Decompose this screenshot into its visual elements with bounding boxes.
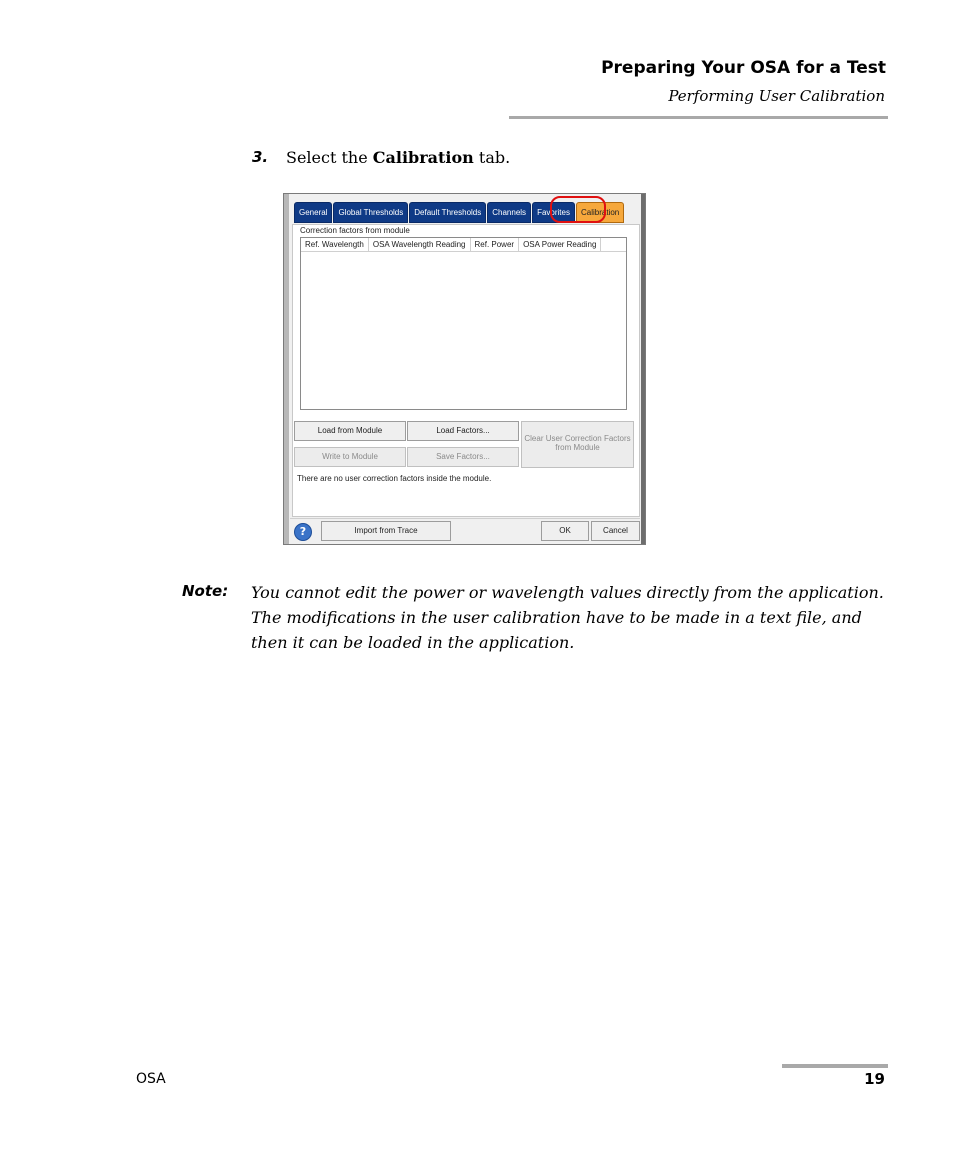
calibration-dialog-screenshot — [283, 193, 646, 545]
calibration-tab-highlight-circle — [550, 196, 606, 223]
column-ref-power[interactable]: Ref. Power — [471, 238, 520, 251]
info-message: There are no user correction factors inside the module. — [297, 474, 492, 483]
dialog-left-strip — [284, 194, 289, 544]
step-text-before: Select the — [286, 148, 373, 167]
write-to-module-button[interactable]: Write to Module — [294, 447, 406, 467]
column-ref-wavelength[interactable]: Ref. Wavelength — [301, 238, 369, 251]
header-rule — [509, 116, 888, 119]
dialog-right-strip — [641, 194, 645, 544]
cancel-button[interactable]: Cancel — [591, 521, 640, 541]
ok-button[interactable]: OK — [541, 521, 589, 541]
save-factors-button[interactable]: Save Factors... — [407, 447, 519, 467]
group-label: Correction factors from module — [300, 226, 410, 235]
load-factors-button[interactable]: Load Factors... — [407, 421, 519, 441]
footer-rule — [782, 1064, 888, 1068]
load-from-module-button[interactable]: Load from Module — [294, 421, 406, 441]
page-header-title: Preparing Your OSA for a Test — [601, 58, 886, 78]
page-header-subtitle: Performing User Calibration — [668, 87, 885, 105]
step-number: 3. — [252, 148, 269, 166]
clear-user-correction-button[interactable]: Clear User Correction Factors from Module — [521, 421, 634, 468]
page-number: 19 — [864, 1070, 885, 1088]
tab-global-thresholds[interactable]: Global Thresholds — [333, 202, 408, 223]
tab-calibration[interactable]: Calibration — [576, 202, 624, 223]
note-label: Note: — [182, 582, 229, 600]
footer-product: OSA — [136, 1071, 166, 1087]
note-text: You cannot edit the power or wavelength values directly from the application. The modifications in the user calibration have to be made in a text file, and then it can be loaded in the application. — [251, 583, 884, 652]
step-text-after: tab. — [473, 148, 511, 167]
tab-favorites[interactable]: Favorites — [532, 202, 575, 223]
tab-general[interactable]: General — [294, 202, 332, 223]
table-header — [301, 238, 626, 252]
step-text-bold: Calibration — [372, 148, 474, 167]
step-text — [286, 148, 510, 167]
help-icon[interactable]: ? — [294, 523, 312, 541]
footer-separator — [290, 518, 640, 519]
tab-channels[interactable]: Channels — [487, 202, 531, 223]
column-osa-wavelength-reading[interactable]: OSA Wavelength Reading — [369, 238, 471, 251]
tab-default-thresholds[interactable]: Default Thresholds — [409, 202, 486, 223]
correction-factors-table — [300, 237, 627, 410]
import-from-trace-button[interactable]: Import from Trace — [321, 521, 451, 541]
column-osa-power-reading[interactable]: OSA Power Reading — [519, 238, 601, 251]
